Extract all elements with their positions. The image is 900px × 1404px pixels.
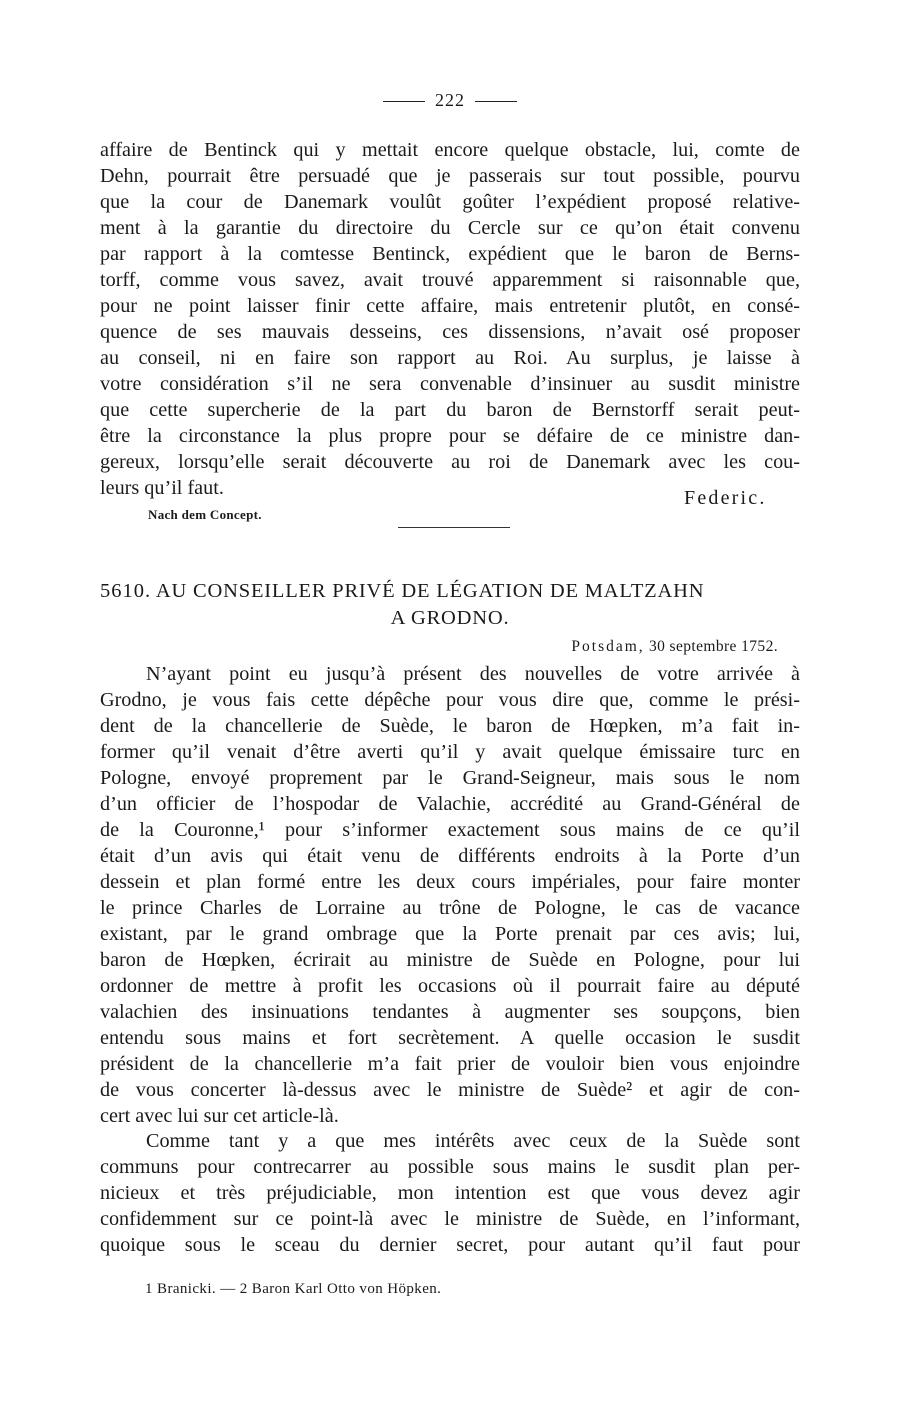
dateline-date: 30 septembre 1752.: [648, 638, 778, 655]
section-divider: [398, 527, 510, 528]
letter-body-paragraph-2: Comme tant y a que mes intérêts avec ceux de la Suède sont communs pour contrecarrer au possible sous mains le susdit plan per- nicieux et très préjudiciable, mon intention est que vous devez agir confidemment sur ce point-là avec le ministre de Suède, en l’informant, quoique sous le sceau du dernier secret, pour autant qu’il faut pour: [100, 1130, 800, 1256]
letter-continuation: affaire de Bentinck qui y mettait encore quelque obstacle, lui, comte de Dehn, pourrait être persuadé que je passerais sur tout possible, pourvu que la cour de Danemark voulût goûter l’expédient proposé relative- ment à la garantie du directoire du Cercle sur ce qu’on était convenu par rapport à la comtesse Bentinck, expédient que le baron de Berns- torff, comme vous savez, avait trouvé apparemment si raisonnable que, pour ne point laisser finir cette affaire, mais entretenir plutôt, en consé- quence de ses mauvais desseins, ces dissensions, n’avait osé proposer au conseil, ni en faire son rapport au Roi. Au surplus, je laisse à votre considération s’il ne sera convenable d’insinuer au susdit ministre que cette supercherie de la part du baron de Bernstorff serait peut- être la circonstance la plus propre pour se défaire de ce ministre dan- gereux, lorsqu’elle serait découverte au roi de Danemark avec les cou- leurs qu’il faut.: [100, 139, 800, 499]
addressee-location: A GRODNO.: [390, 607, 510, 629]
rule-right: [475, 101, 517, 102]
opening-line: N’ayant point eu jusqu’à présent des nouvelles de votre arrivée à: [146, 663, 800, 685]
signature: Federic.: [684, 487, 767, 509]
page-number: 222: [0, 90, 900, 111]
dateline-place: Potsdam,: [571, 638, 645, 655]
footnotes: 1 Branicki. — 2 Baron Karl Otto von Höpken.: [145, 1281, 442, 1297]
source-note: Nach dem Concept.: [148, 507, 262, 522]
dateline: [571, 638, 778, 656]
letter-heading: [100, 578, 800, 632]
letter-body-paragraph-1: N’ayant point eu jusqu’à présent des nouvelles de votre arrivée à Grodno, je vous fais cette dépêche pour vous dire que, comme le prési- dent de la chancellerie de Suède, le baron de Hœpken, m’a fait in- former qu’il venait d’être averti qu’il y avait quelque émissaire turc en Pologne, envoyé proprement par le Grand-Seigneur, mais sous le nom d’un officier de l’hospodar de Valachie, accrédité au Grand-Général de de la Couronne,¹ pour s’informer exactement sous mains de ce qu’il était d’un avis qui était venu de différents endroits à la Porte d’un dessein et plan formé entre les deux cours impériales, pour faire monter le prince Charles de Lorraine au trône de Pologne, le cas de vacance existant, par le grand ombrage que la Porte prenait par ces avis; lui, baron de Hœpken, écrirait au ministre de Suède en Pologne, pour lui ordonner de mettre à profit les occasions où il pourrait faire au député valachien des insinuations tendantes à augmenter ses soupçons, bien entendu sous mains et fort secrètement. A quelle occasion le susdit président de la chancellerie m’a fait prier de vouloir bien vous enjoindre de vous concerter là-dessus avec le ministre de Suède² et agir de con- cert avec lui sur cet article-là.: [100, 663, 800, 1127]
letter-number: 5610.: [100, 580, 152, 602]
addressee: AU CONSEILLER PRIVÉ DE LÉGATION DE MALTZAHN: [155, 580, 705, 602]
rule-left: [383, 101, 425, 102]
